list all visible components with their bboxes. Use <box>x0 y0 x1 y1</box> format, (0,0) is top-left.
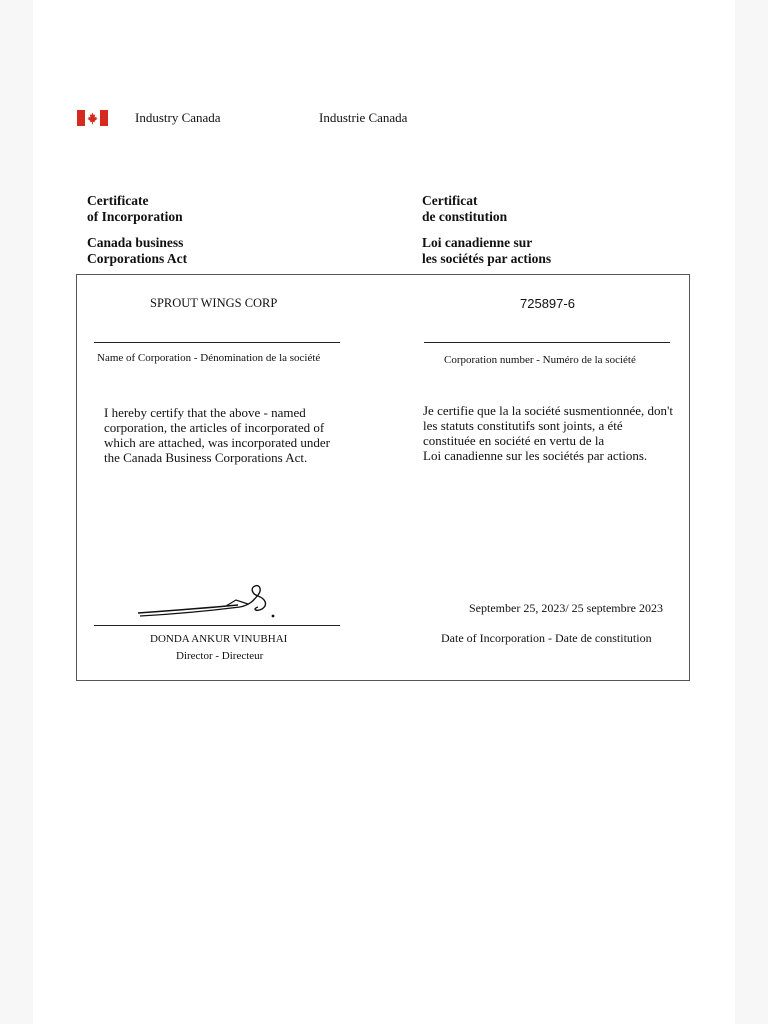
incorporation-date: September 25, 2023/ 25 septembre 2023 <box>469 601 663 615</box>
signature-rule <box>94 625 340 626</box>
act-title-fr-line2: les sociétés par actions <box>422 251 552 266</box>
certification-text-en: I hereby certify that the above - named corporation, the articles of incorporated of which are attached, was incorporated under the Canada Business Corporations Act. <box>104 405 330 465</box>
corporation-name: SPROUT WINGS CORP <box>150 296 278 310</box>
corporation-number-caption: Corporation number - Numéro de la société <box>444 354 636 366</box>
canada-flag-icon <box>77 110 108 126</box>
incorporation-date-caption: Date of Incorporation - Date de constitution <box>441 631 652 645</box>
certification-text-fr: Je certifie que la la société susmentionnée, don't les statuts constitutifs sont joints, a été constituée en société en vertu de la Loi canadienne sur les sociétés par actions. <box>423 403 673 463</box>
certificate-title-en-line2: of Incorporation <box>87 209 183 224</box>
department-name-fr: Industrie Canada <box>319 110 408 125</box>
director-signature <box>136 580 296 620</box>
certificate-title-en-line1: Certificate <box>87 193 149 208</box>
certificate-title-fr-line1: Certificat <box>422 193 478 208</box>
corporation-number-rule <box>424 342 670 343</box>
certificate-title-en <box>87 193 183 225</box>
act-title-fr-line1: Loi canadienne sur <box>422 235 533 250</box>
corporation-number: 725897-6 <box>520 296 575 311</box>
act-title-en <box>87 235 187 267</box>
department-name-en: Industry Canada <box>135 110 221 125</box>
act-title-en-line1: Canada business <box>87 235 184 250</box>
certificate-title-fr <box>422 193 507 225</box>
signatory-title: Director - Directeur <box>176 650 264 662</box>
act-title-fr <box>422 235 551 267</box>
signatory-name: DONDA ANKUR VINUBHAI <box>150 633 288 645</box>
act-title-en-line2: Corporations Act <box>87 251 188 266</box>
certificate-title-fr-line2: de constitution <box>422 209 508 224</box>
corporation-name-caption: Name of Corporation - Dénomination de la société <box>97 352 321 364</box>
corporation-name-rule <box>94 342 340 343</box>
